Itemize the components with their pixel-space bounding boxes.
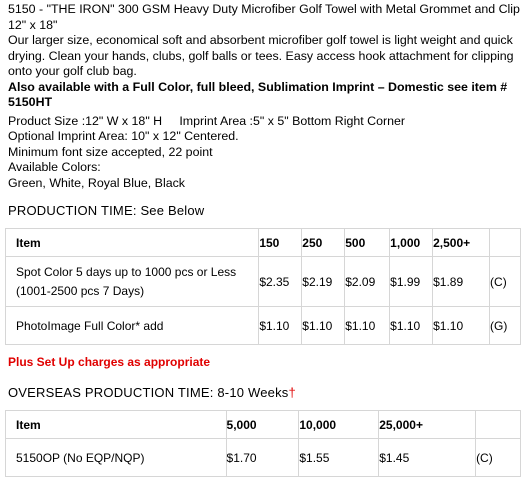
header-qty-5000: 5,000 [226, 411, 299, 439]
header-qty-500: 500 [345, 229, 390, 257]
header-qty-250: 250 [302, 229, 345, 257]
product-size-imprint: Product Size :12" W x 18" H Imprint Area :5" x 5" Bottom Right Corner [8, 113, 406, 128]
full-color-note: Also available with a Full Color, full bleed, Sublimation Imprint – Domestic see item # 5150HT [8, 79, 508, 109]
table-row [6, 439, 521, 477]
price-cell: $2.19 [302, 257, 345, 307]
price-cell: $1.45 [379, 439, 476, 477]
price-cell: $2.35 [259, 257, 302, 307]
dagger-mark: † [288, 385, 296, 400]
row-item: PhotoImage Full Color* add [6, 307, 259, 345]
overseas-production-title [8, 385, 296, 400]
setup-charges-note: Plus Set Up charges as appropriate [8, 355, 211, 369]
price-code: (C) [476, 439, 521, 477]
price-cell: $1.89 [433, 257, 490, 307]
price-cell: $1.99 [390, 257, 433, 307]
price-cell: $1.55 [299, 439, 379, 477]
product-description: Our larger size, economical soft and absorbent microfiber golf towel is light weight and quick drying. Clean your hands, clubs, golf balls or tees. Easy access hook attachment for clipping onto your golf club bag. [8, 33, 514, 78]
header-qty-150: 150 [259, 229, 302, 257]
production-price-table [5, 228, 521, 345]
row-item [6, 257, 259, 307]
price-cell: $1.10 [345, 307, 390, 345]
price-cell: $1.10 [259, 307, 302, 345]
min-font-size: Minimum font size accepted, 22 point [8, 144, 213, 159]
header-qty-10000: 10,000 [299, 411, 379, 439]
table-header-row [6, 411, 521, 439]
item-line: (1001-2500 pcs 7 Days) [16, 283, 145, 298]
price-cell: $1.10 [433, 307, 490, 345]
header-item: Item [6, 229, 259, 257]
item-line: Spot Color 5 days up to 1000 pcs or Less [16, 264, 237, 279]
price-cell: $1.10 [302, 307, 345, 345]
overseas-title-text: OVERSEAS PRODUCTION TIME: 8-10 Weeks [8, 385, 289, 400]
price-code: (G) [490, 307, 521, 345]
table-header-row [6, 229, 521, 257]
price-code: (C) [490, 257, 521, 307]
header-qty-2500: 2,500+ [433, 229, 490, 257]
price-cell: $1.70 [226, 439, 299, 477]
available-colors-label: Available Colors: [8, 160, 101, 174]
price-cell: $1.10 [390, 307, 433, 345]
header-qty-1000: 1,000 [390, 229, 433, 257]
available-colors-list: Green, White, Royal Blue, Black [8, 175, 185, 190]
row-item: 5150OP (No EQP/NQP) [6, 439, 227, 477]
header-code [490, 229, 521, 257]
header-item: Item [6, 411, 227, 439]
header-code [476, 411, 521, 439]
production-time-title: PRODUCTION TIME: See Below [8, 203, 205, 218]
product-title: 5150 - "THE IRON" 300 GSM Heavy Duty Microfiber Golf Towel with Metal Grommet and Clip [8, 2, 520, 16]
overseas-price-table [5, 410, 521, 477]
product-size-heading: 12" x 18" [8, 17, 58, 32]
table-row [6, 307, 521, 345]
table-row [6, 257, 521, 307]
price-cell: $2.09 [345, 257, 390, 307]
header-qty-25000: 25,000+ [379, 411, 476, 439]
product-description-block [8, 2, 520, 191]
optional-imprint: Optional Imprint Area: 10" x 12" Centered. [8, 129, 239, 143]
